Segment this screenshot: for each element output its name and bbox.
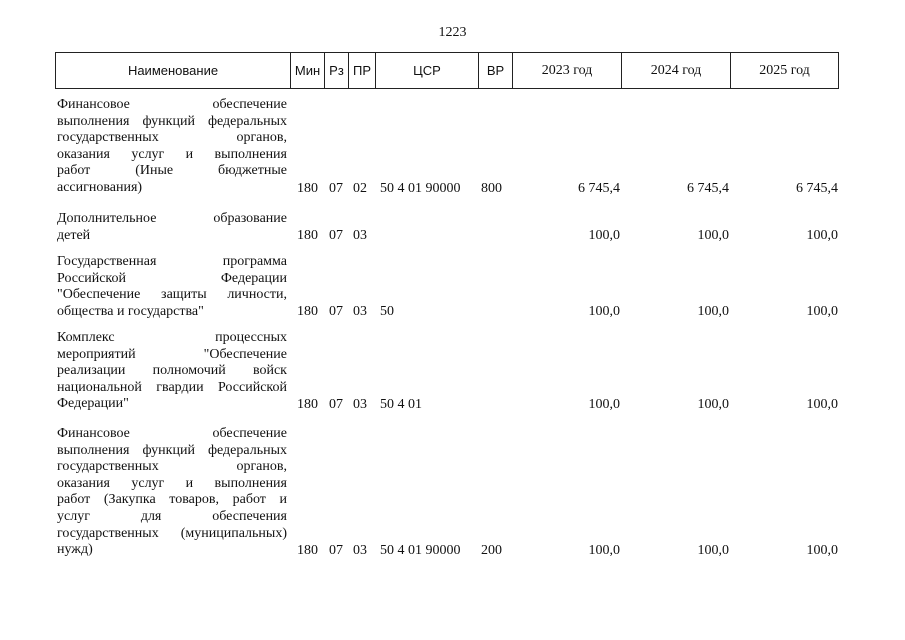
row-name-line: Финансовое обеспечение: [57, 97, 287, 112]
row-name-line: услуг для обеспечения: [57, 508, 287, 524]
header-min: Мин: [290, 53, 324, 88]
row-name-line: национальной гвардии Российской: [57, 379, 287, 395]
cell-pr: 03: [353, 228, 367, 244]
cell-rz: 07: [329, 396, 343, 412]
row-name-line: мероприятий "Обеспечение: [57, 346, 287, 362]
row-name-line: ассигнования): [57, 179, 143, 195]
cell-csr: 50 4 01: [380, 396, 422, 412]
cell-vr: 800: [481, 180, 502, 196]
cell-2024: 100,0: [697, 228, 729, 244]
cell-vr: 200: [481, 542, 502, 558]
cell-2024: 6 745,4: [687, 180, 729, 196]
table-header: [55, 52, 839, 89]
cell-pr: 03: [353, 304, 367, 320]
row-name: [57, 426, 287, 559]
cell-rz: 07: [329, 304, 343, 320]
row-name-line: Государственная программа: [57, 254, 287, 269]
row-name-line: Дополнительное образование: [57, 211, 287, 226]
page-number: 1223: [438, 25, 467, 40]
header-name: Наименование: [127, 63, 219, 78]
cell-2025: 100,0: [806, 304, 838, 320]
cell-2025: 100,0: [806, 228, 838, 244]
row-name-line: "Обеспечение защиты личности,: [57, 287, 287, 303]
cell-2023: 6 745,4: [578, 180, 620, 196]
row-name-line: детей: [57, 227, 91, 243]
row-name-line: оказания услуг и выполнения: [57, 475, 287, 491]
cell-csr: 50 4 01 90000: [380, 180, 461, 196]
cell-pr: 02: [353, 180, 367, 196]
cell-pr: 03: [353, 396, 367, 412]
row-name-line: Финансовое обеспечение: [57, 426, 287, 441]
row-name-line: Российской Федерации: [57, 270, 287, 286]
row-name-line: общества и государства": [57, 303, 204, 319]
row-name-line: Федерации": [57, 396, 129, 412]
cell-2023: 100,0: [588, 542, 620, 558]
row-name: [57, 211, 287, 244]
row-name-line: нужд): [57, 542, 93, 558]
row-name-line: государственных (муниципальных): [57, 525, 287, 541]
cell-rz: 07: [329, 180, 343, 196]
cell-rz: 07: [329, 542, 343, 558]
row-name-line: работ (Иные бюджетные: [57, 163, 287, 179]
header-vr: ВР: [478, 53, 512, 88]
cell-min: 180: [297, 542, 318, 558]
cell-2023: 100,0: [588, 396, 620, 412]
row-name-line: государственных органов,: [57, 459, 287, 475]
row-name: [57, 254, 287, 320]
header-rz: Рз: [324, 53, 348, 88]
cell-2023: 100,0: [588, 228, 620, 244]
header-2025: 2025 год: [730, 53, 838, 88]
row-name: [57, 330, 287, 413]
row-name-line: Комплекс процессных: [57, 330, 287, 345]
header-2023: 2023 год: [512, 53, 621, 88]
cell-2025: 6 745,4: [796, 180, 838, 196]
cell-csr: 50 4 01 90000: [380, 542, 461, 558]
cell-min: 180: [297, 396, 318, 412]
cell-2024: 100,0: [697, 542, 729, 558]
cell-min: 180: [297, 304, 318, 320]
cell-pr: 03: [353, 542, 367, 558]
row-name: [57, 97, 287, 197]
cell-2024: 100,0: [697, 304, 729, 320]
row-name-line: государственных органов,: [57, 130, 287, 146]
cell-csr: 50: [380, 304, 394, 320]
cell-min: 180: [297, 228, 318, 244]
row-name-line: выполнения функций федеральных: [57, 113, 287, 129]
cell-2023: 100,0: [588, 304, 620, 320]
cell-2025: 100,0: [806, 542, 838, 558]
cell-2024: 100,0: [697, 396, 729, 412]
header-pr: ПР: [348, 53, 375, 88]
cell-rz: 07: [329, 228, 343, 244]
row-name-line: выполнения функций федеральных: [57, 442, 287, 458]
cell-2025: 100,0: [806, 396, 838, 412]
cell-min: 180: [297, 180, 318, 196]
row-name-line: оказания услуг и выполнения: [57, 146, 287, 162]
row-name-line: работ (Закупка товаров, работ и: [57, 492, 287, 508]
row-name-line: реализации полномочий войск: [57, 363, 287, 379]
header-2024: 2024 год: [621, 53, 730, 88]
header-csr: ЦСР: [375, 53, 478, 88]
